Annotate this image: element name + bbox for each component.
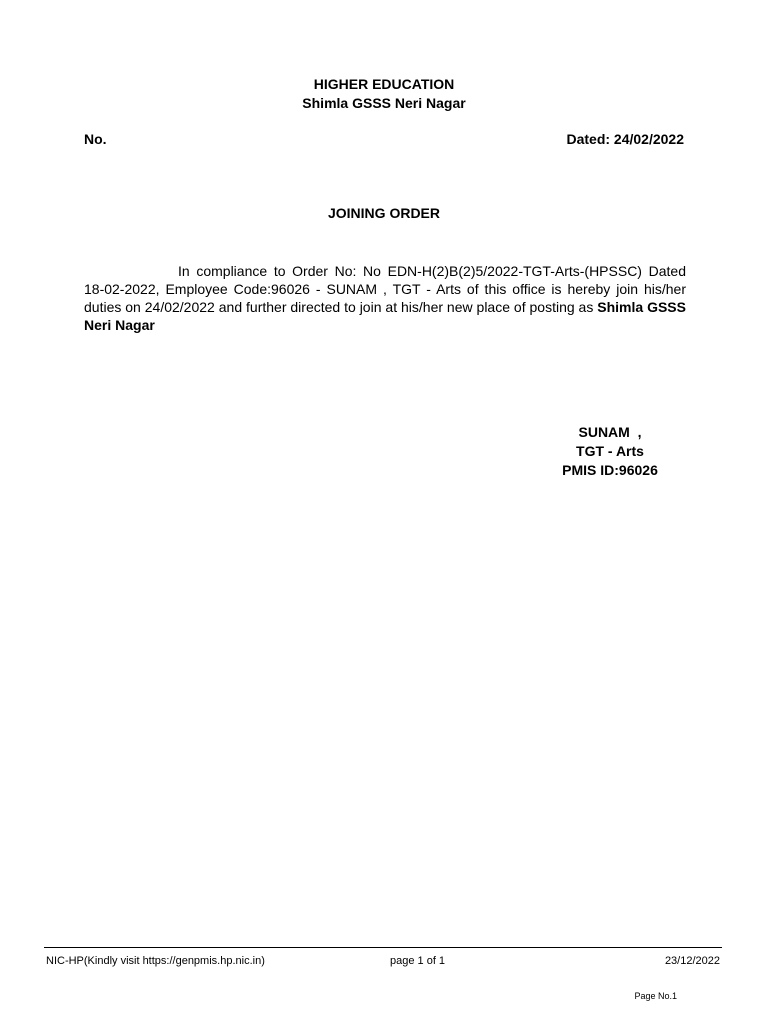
signatory-designation: TGT - Arts <box>576 443 644 459</box>
footer-print-date: 23/12/2022 <box>664 955 720 967</box>
footer-divider <box>44 947 722 948</box>
order-body <box>84 262 686 334</box>
posting-place: Shimla GSSS Neri Nagar <box>84 299 686 333</box>
order-title: JOINING ORDER <box>327 205 440 221</box>
signatory-pmis-id: PMIS ID:96026 <box>562 462 658 478</box>
department-heading: HIGHER EDUCATION <box>313 76 455 92</box>
order-body-text: In compliance to Order No: No EDN-H(2)B(2)5/2022-TGT-Arts-(HPSSC) Dated 18-02-2022, Employee Code:96026 - SUNAM , TGT - Arts of this office is hereby join his/her duties on 24/02/2022 and further directed to join at his/her new place of posting as <box>84 263 686 315</box>
signature-block <box>540 423 680 480</box>
footer-page-count: page 1 of 1 <box>390 955 446 967</box>
footer-source-note: NIC-HP(Kindly visit https://genpmis.hp.nic.in) <box>46 955 265 967</box>
order-number-label: No. <box>84 131 107 147</box>
office-heading: Shimla GSSS Neri Nagar <box>302 95 466 111</box>
order-date: Dated: 24/02/2022 <box>566 131 684 147</box>
page-number: Page No.1 <box>634 991 677 1001</box>
signatory-name: SUNAM , <box>578 424 642 440</box>
